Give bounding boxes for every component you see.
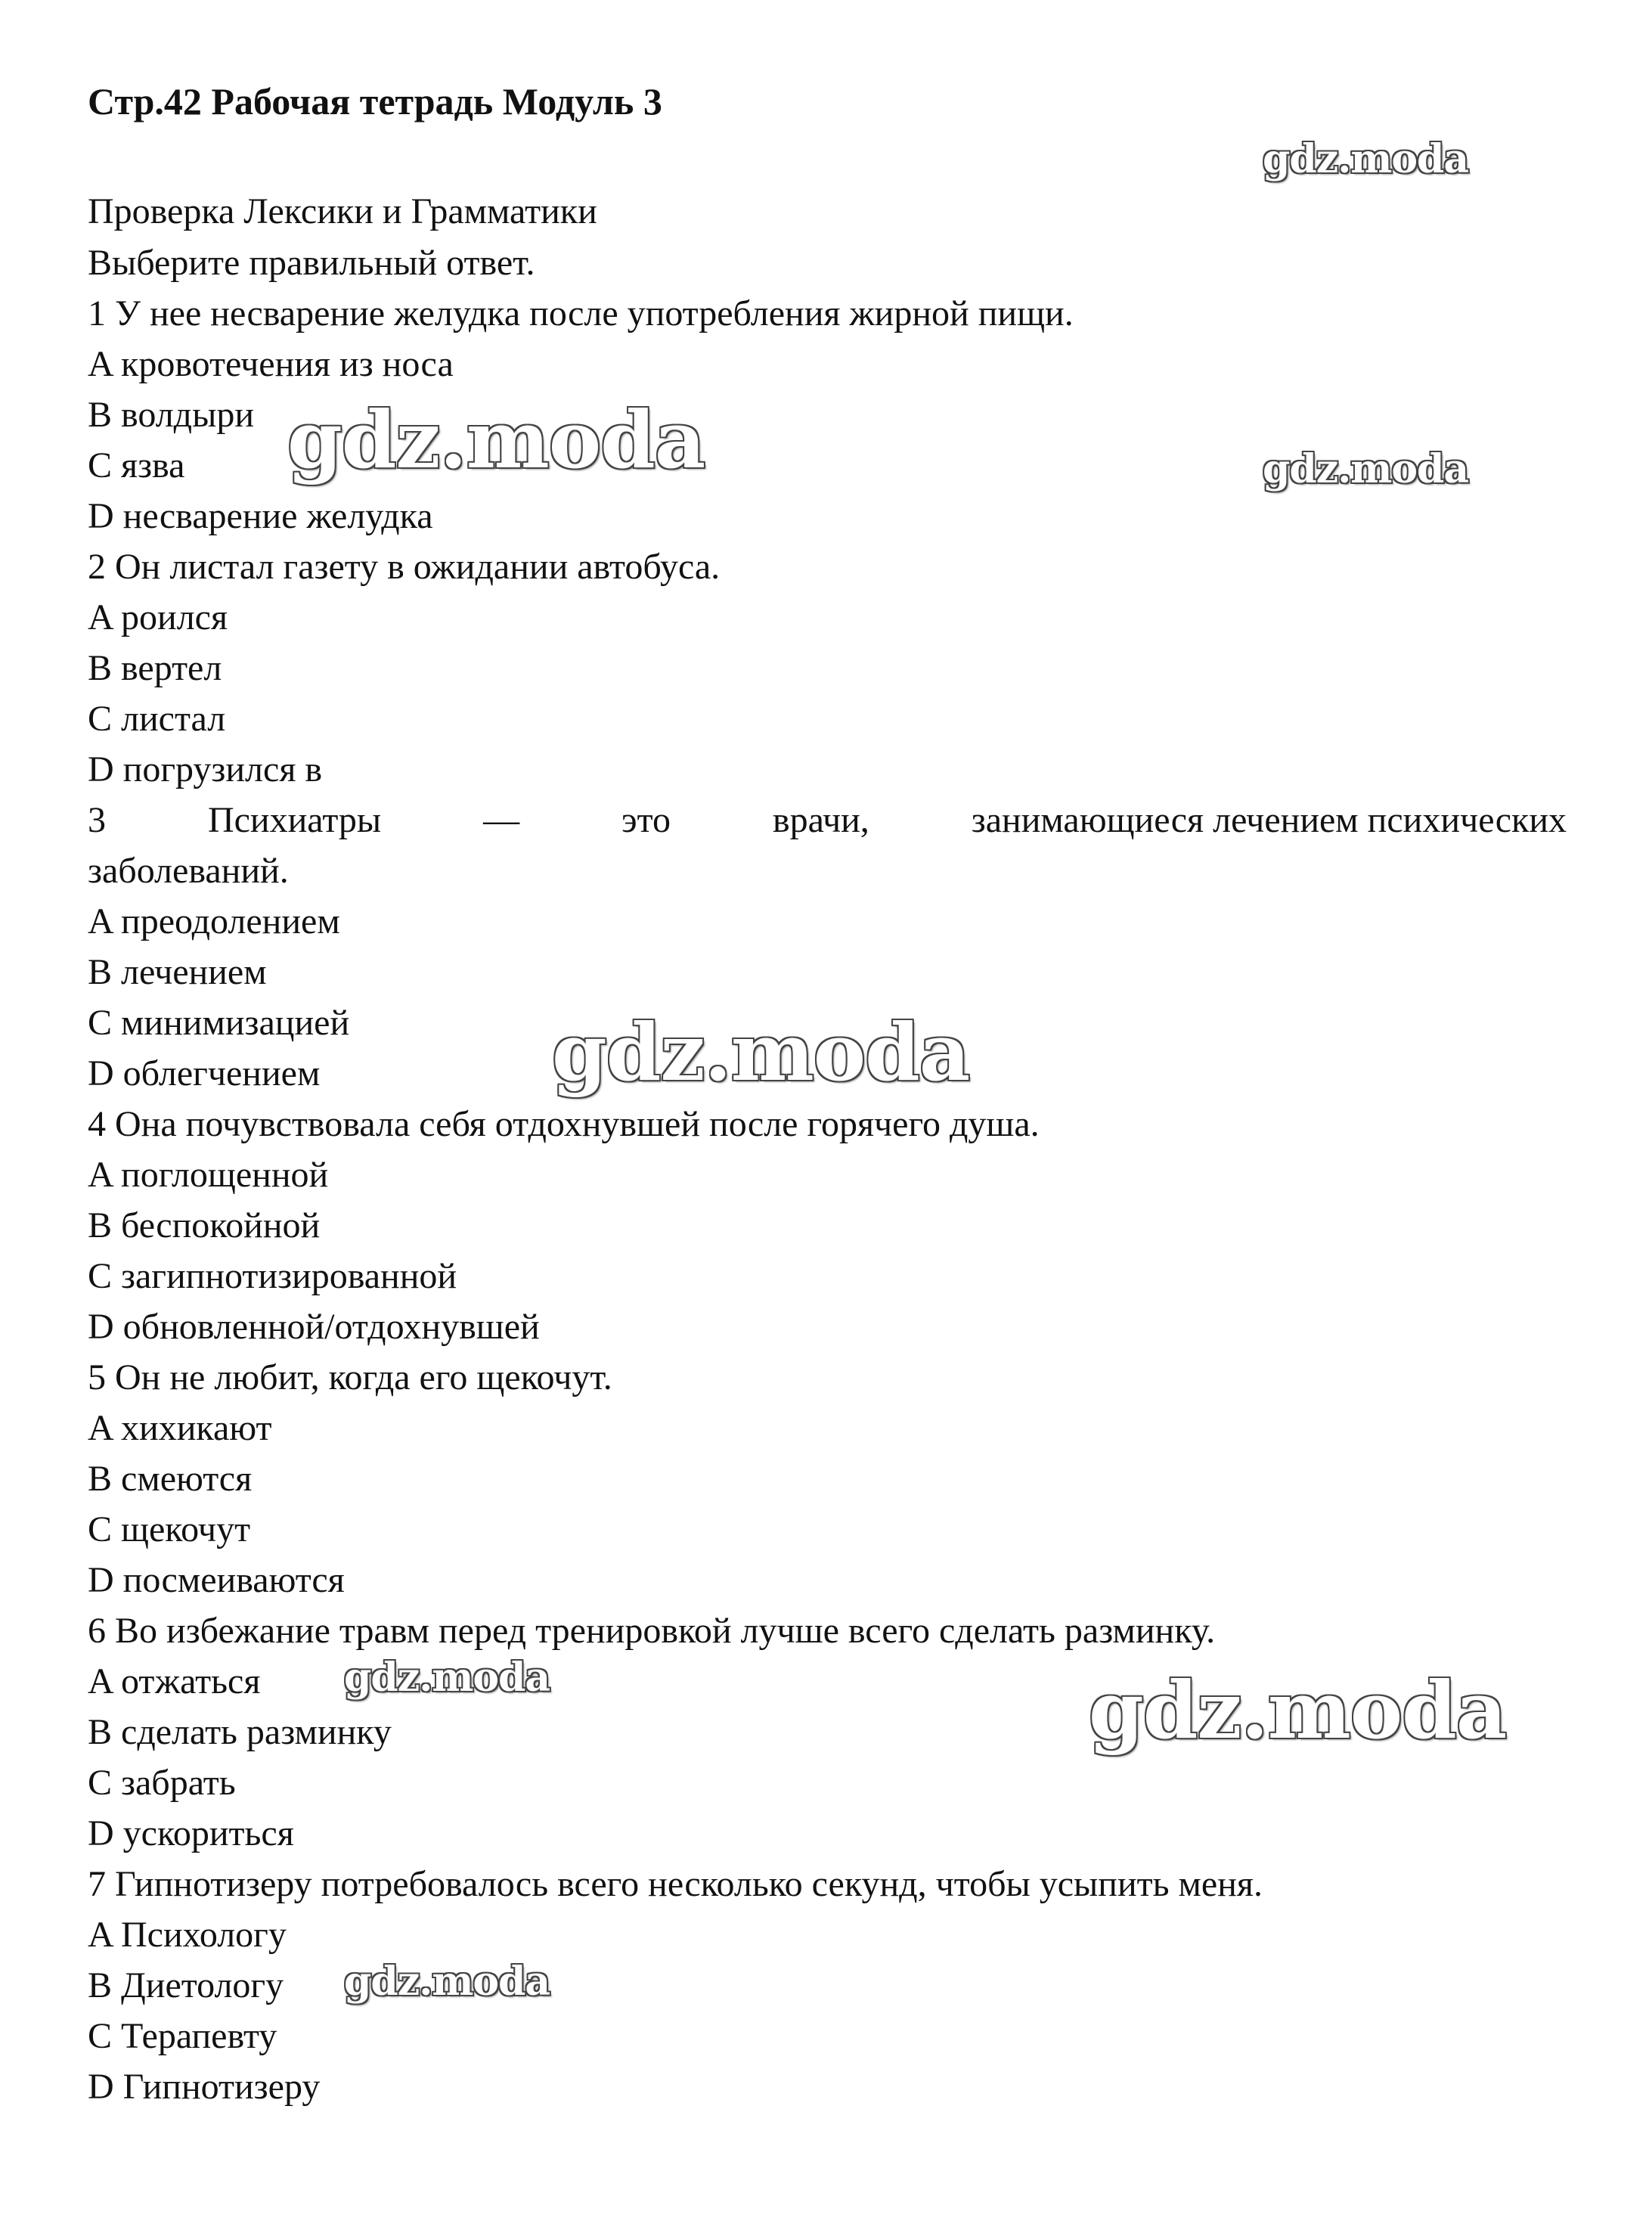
question-4-option-d: D обновленной/отдохнувшей bbox=[88, 1307, 540, 1347]
question-5-option-c: C щекочут bbox=[88, 1509, 251, 1549]
question-5-text: 5 Он не любит, когда его щекочут. bbox=[88, 1357, 612, 1397]
question-3-option-a: A преодолением bbox=[88, 901, 340, 941]
question-5-option-d: D посмеиваются bbox=[88, 1560, 345, 1600]
question-7-option-c: C Терапевту bbox=[88, 2016, 277, 2056]
watermark: gdz.moda bbox=[1263, 446, 1469, 492]
question-6-option-c: C забрать bbox=[88, 1763, 236, 1803]
question-7-option-d: D Гипнотизеру bbox=[88, 2067, 321, 2107]
question-6-text: 6 Во избежание травм перед тренировкой лучше всего сделать разминку. bbox=[88, 1611, 1216, 1651]
watermark: gdz.moda bbox=[1263, 136, 1469, 182]
question-3-word: это bbox=[621, 800, 671, 840]
section-heading: Проверка Лексики и Грамматики bbox=[88, 191, 597, 231]
instruction-text: Выберите правильный ответ. bbox=[88, 243, 535, 283]
question-4-option-c: C загипнотизированной bbox=[88, 1256, 457, 1296]
question-5-option-a: A хихикают bbox=[88, 1408, 272, 1448]
question-1-text: 1 У нее несварение желудка после употребления жирной пищи. bbox=[88, 293, 1074, 333]
question-1-option-d: D несварение желудка bbox=[88, 496, 433, 536]
question-1-option-c: C язва bbox=[88, 445, 185, 485]
question-3-option-d: D облегчением bbox=[88, 1053, 321, 1093]
question-3-word: 3 bbox=[88, 800, 106, 840]
question-2-option-d: D погрузился в bbox=[88, 749, 323, 789]
question-4-option-b: B беспокойной bbox=[88, 1205, 321, 1245]
question-7-option-a: A Психологу bbox=[88, 1915, 287, 1955]
question-6-option-a: A отжаться bbox=[88, 1661, 261, 1701]
question-3-word: Психиатры bbox=[207, 800, 382, 840]
question-2-option-c: C листал bbox=[88, 699, 226, 739]
page-title: Стр.42 Рабочая тетрадь Модуль 3 bbox=[88, 80, 662, 123]
question-3-option-c: C минимизацией bbox=[88, 1003, 350, 1043]
question-2-option-a: A роился bbox=[88, 597, 228, 637]
watermark: gdz.moda bbox=[287, 393, 705, 486]
question-1-option-b: B волдыри bbox=[88, 395, 255, 435]
question-1-option-a: A кровотечения из носа bbox=[88, 344, 454, 384]
question-6-option-d: D ускориться bbox=[88, 1813, 294, 1853]
question-4-text: 4 Она почувствовала себя отдохнувшей после горячего душа. bbox=[88, 1104, 1040, 1144]
watermark: gdz.moda bbox=[344, 1655, 550, 1701]
question-7-text: 7 Гипнотизеру потребовалось всего несколько секунд, чтобы усыпить меня. bbox=[88, 1864, 1263, 1904]
question-2-option-b: B вертел bbox=[88, 648, 222, 688]
question-4-option-a: A поглощенной bbox=[88, 1155, 329, 1195]
question-3-word: врачи, bbox=[772, 800, 869, 840]
question-3-word: занимающиеся лечением психических bbox=[971, 800, 1567, 840]
watermark: gdz.moda bbox=[344, 1959, 550, 2005]
watermark: gdz.moda bbox=[552, 1006, 970, 1099]
question-3-text-continued: заболеваний. bbox=[88, 851, 289, 891]
question-3-word: — bbox=[483, 800, 520, 840]
question-3-text bbox=[88, 798, 1567, 843]
question-6-option-b: B сделать разминку bbox=[88, 1712, 392, 1752]
question-7-option-b: B Диетологу bbox=[88, 1965, 284, 2005]
question-3-option-b: B лечением bbox=[88, 952, 267, 992]
question-2-text: 2 Он листал газету в ожидании автобуса. bbox=[88, 547, 721, 587]
watermark: gdz.moda bbox=[1089, 1664, 1507, 1757]
question-5-option-b: B смеются bbox=[88, 1459, 253, 1499]
